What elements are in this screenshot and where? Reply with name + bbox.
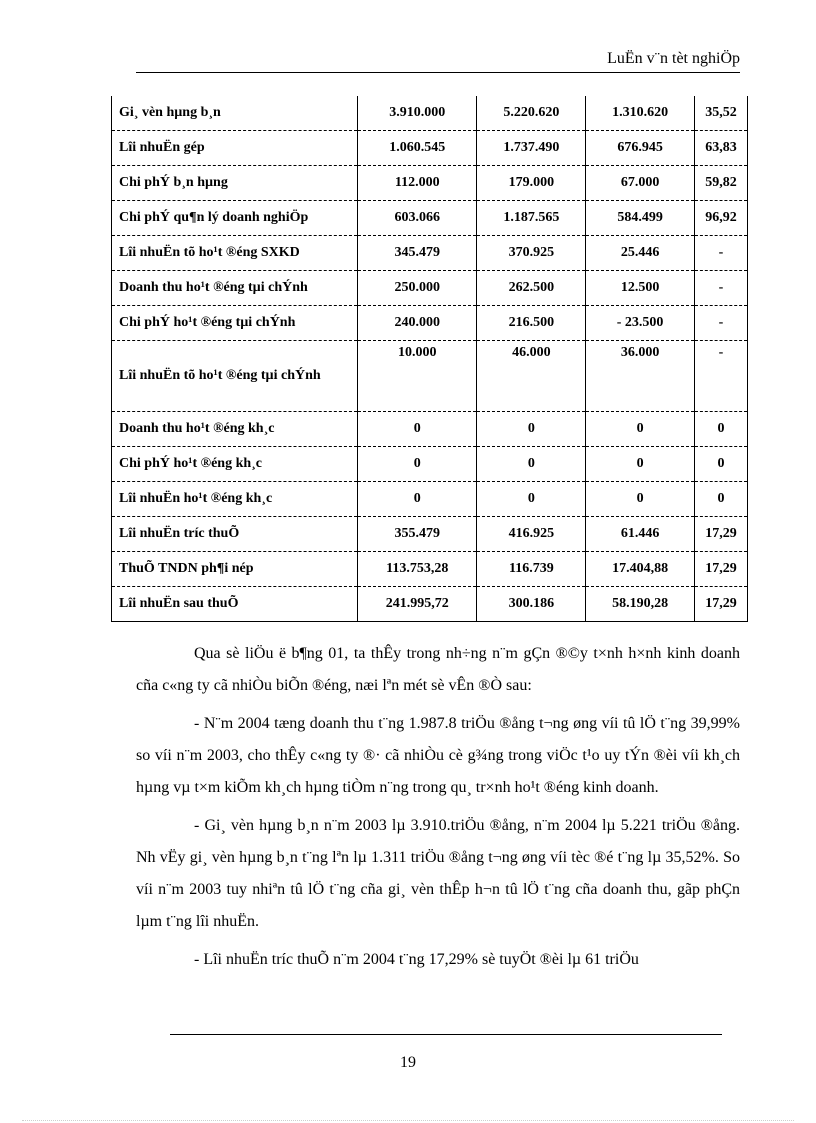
financial-table-body [112, 96, 748, 622]
row-label-cell: Chi phÝ b¸n hµng [112, 166, 358, 201]
header-title: LuËn v¨n tèt nghiÖp [607, 50, 740, 67]
value-2003-cell: 603.066 [358, 201, 477, 236]
value-2003-cell: 345.479 [358, 236, 477, 271]
difference-cell: 584.499 [586, 201, 695, 236]
table-row [112, 587, 748, 622]
paragraph-profit: - Lîi nhuËn tríc thuÕ n¨m 2004 t¨ng 17,29% sè tuyÖt ®èi lµ 61 triÖu [194, 951, 639, 968]
percent-cell: 17,29 [695, 517, 748, 552]
financial-table [111, 96, 748, 622]
table-row [112, 447, 748, 482]
value-2003-cell: 1.060.545 [358, 131, 477, 166]
percent-cell: 35,52 [695, 96, 748, 131]
value-2004-cell: 1.187.565 [477, 201, 586, 236]
percent-cell: - [695, 236, 748, 271]
body-text [136, 638, 740, 982]
value-2004-cell: 262.500 [477, 271, 586, 306]
row-label-cell: Doanh thu ho¹t ®éng kh¸c [112, 412, 358, 447]
difference-cell: 0 [586, 482, 695, 517]
difference-cell: 25.446 [586, 236, 695, 271]
percent-cell: 59,82 [695, 166, 748, 201]
difference-cell: 0 [586, 447, 695, 482]
percent-cell: 96,92 [695, 201, 748, 236]
difference-cell: 61.446 [586, 517, 695, 552]
row-label-cell: ThuÕ TNDN ph¶i nép [112, 552, 358, 587]
difference-cell: 1.310.620 [586, 96, 695, 131]
table-row [112, 412, 748, 447]
row-label-cell: Lîi nhuËn gép [112, 131, 358, 166]
percent-cell: 0 [695, 447, 748, 482]
difference-cell: 676.945 [586, 131, 695, 166]
percent-cell: - [695, 341, 748, 412]
page-header [136, 46, 740, 73]
value-2004-cell: 116.739 [477, 552, 586, 587]
percent-cell: 63,83 [695, 131, 748, 166]
value-2003-cell: 112.000 [358, 166, 477, 201]
value-2003-cell: 0 [358, 412, 477, 447]
percent-cell: 17,29 [695, 587, 748, 622]
difference-cell: 17.404,88 [586, 552, 695, 587]
value-2004-cell: 0 [477, 412, 586, 447]
difference-cell: 12.500 [586, 271, 695, 306]
table-row [112, 201, 748, 236]
table-row [112, 341, 748, 412]
table-row [112, 306, 748, 341]
percent-cell: - [695, 271, 748, 306]
row-label-cell: Doanh thu ho¹t ®éng tµi chÝnh [112, 271, 358, 306]
value-2004-cell: 370.925 [477, 236, 586, 271]
value-2003-cell: 3.910.000 [358, 96, 477, 131]
value-2003-cell: 113.753,28 [358, 552, 477, 587]
difference-cell: 58.190,28 [586, 587, 695, 622]
difference-cell: 0 [586, 412, 695, 447]
row-label-cell: Chi phÝ ho¹t ®éng tµi chÝnh [112, 306, 358, 341]
value-2004-cell: 46.000 [477, 341, 586, 412]
value-2003-cell: 355.479 [358, 517, 477, 552]
percent-cell: 0 [695, 412, 748, 447]
row-label-cell: Chi phÝ ho¹t ®éng kh¸c [112, 447, 358, 482]
difference-cell: 67.000 [586, 166, 695, 201]
paragraph-revenue: - N¨m 2004 tæng doanh thu t¨ng 1.987.8 triÖu ®ång t¬ng øng víi tû lÖ t¨ng 39,99% so víi n¨m 2003, cho thÊy c«ng ty ®· cã nhiÒu cè g¾ng trong viÖc t¹o uy tÝn ®èi víi kh¸ch hµng vµ t×m kiÕm kh¸ch hµng tiÒm n¨ng trong qu¸ tr×nh ho¹t ®éng kinh doanh. [136, 715, 740, 796]
difference-cell: 36.000 [586, 341, 695, 412]
value-2004-cell: 216.500 [477, 306, 586, 341]
paragraph-intro: Qua sè liÖu ë b¶ng 01, ta thÊy trong nh÷ng n¨m gÇn ®©y t×nh h×nh kinh doanh cña c«ng ty cã nhiÒu biÕn ®éng, næi lªn mét sè vÊn ®Ò sau: [136, 645, 740, 694]
row-label-cell: Lîi nhuËn tõ ho¹t ®éng SXKD [112, 236, 358, 271]
footer-rule [170, 1034, 722, 1035]
table-row [112, 96, 748, 131]
value-2004-cell: 416.925 [477, 517, 586, 552]
value-2003-cell: 250.000 [358, 271, 477, 306]
table-row [112, 131, 748, 166]
page-number: 19 [400, 1054, 416, 1071]
row-label-cell: Lîi nhuËn tõ ho¹t ®éng tµi chÝnh [112, 341, 358, 412]
value-2003-cell: 0 [358, 482, 477, 517]
percent-cell: 0 [695, 482, 748, 517]
table-row [112, 166, 748, 201]
row-label-cell: Gi¸ vèn hµng b¸n [112, 96, 358, 131]
row-label-cell: Lîi nhuËn tríc thuÕ [112, 517, 358, 552]
table-row [112, 271, 748, 306]
value-2004-cell: 1.737.490 [477, 131, 586, 166]
value-2004-cell: 5.220.620 [477, 96, 586, 131]
percent-cell: 17,29 [695, 552, 748, 587]
row-label-cell: Chi phÝ qu¶n lý doanh nghiÖp [112, 201, 358, 236]
paragraph-cost-of-goods: - Gi¸ vèn hµng b¸n n¨m 2003 lµ 3.910.triÖu ®ång, n¨m 2004 lµ 5.221 triÖu ®ång. Nh vËy gi¸ vèn hµng b¸n t¨ng lªn lµ 1.311 triÖu ®ång t¬ng øng víi tèc ®é t¨ng lµ 35,52%. So víi n¨m 2003 tuy nhiªn tû lÖ t¨ng cña gi¸ vèn thÊp h¬n tû lÖ t¨ng cña doanh thu, gãp phÇn lµm t¨ng lîi nhuËn. [136, 817, 740, 930]
percent-cell: - [695, 306, 748, 341]
table-row [112, 482, 748, 517]
value-2004-cell: 300.186 [477, 587, 586, 622]
value-2003-cell: 241.995,72 [358, 587, 477, 622]
table-row [112, 236, 748, 271]
value-2003-cell: 10.000 [358, 341, 477, 412]
bottom-dotted-line [22, 1120, 794, 1121]
value-2004-cell: 0 [477, 447, 586, 482]
value-2003-cell: 0 [358, 447, 477, 482]
row-label-cell: Lîi nhuËn ho¹t ®éng kh¸c [112, 482, 358, 517]
table-row [112, 517, 748, 552]
row-label-cell: Lîi nhuËn sau thuÕ [112, 587, 358, 622]
table-row [112, 552, 748, 587]
value-2003-cell: 240.000 [358, 306, 477, 341]
value-2004-cell: 0 [477, 482, 586, 517]
value-2004-cell: 179.000 [477, 166, 586, 201]
difference-cell: - 23.500 [586, 306, 695, 341]
